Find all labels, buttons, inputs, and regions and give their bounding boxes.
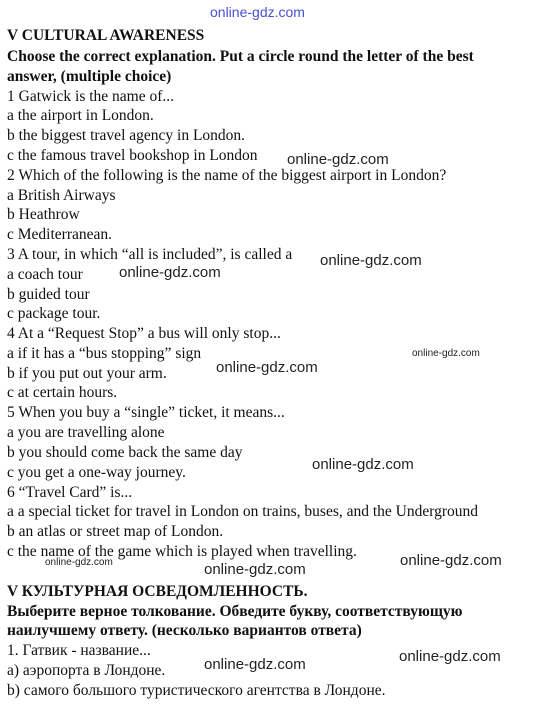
question-4-option-a: a if it has a “bus stopping” sign [7, 345, 202, 362]
question-1: 1 Gatwick is the name of... [7, 88, 175, 105]
question-4-option-b: b if you put out your arm. [7, 365, 167, 382]
watermark: online-gdz.com [204, 561, 306, 578]
question-2-option-a: a British Airways [7, 187, 116, 204]
watermark: online-gdz.com [412, 348, 480, 359]
question-6-option-a: a a special ticket for travel in London on trains, buses, and the Underground [7, 503, 479, 520]
question-5: 5 When you buy a “single” ticket, it means... [7, 404, 285, 421]
question-1-option-a: a the airport in London. [7, 107, 154, 124]
question-3-option-b: b guided tour [7, 286, 90, 303]
question-5-option-a: a you are travelling alone [7, 424, 165, 441]
question-4-option-c: c at certain hours. [7, 384, 118, 401]
question-3-option-c: c package tour. [7, 305, 101, 322]
watermark: online-gdz.com [204, 656, 306, 673]
watermark: online-gdz.com [400, 552, 502, 569]
section-heading: V CULTURAL AWARENESS [7, 27, 205, 44]
question-6-option-c: c the name of the game which is played when travelling. [7, 543, 357, 560]
ru-section-heading: V КУЛЬТУРНАЯ ОСВЕДОМЛЕННОСТЬ. [7, 583, 308, 600]
question-4: 4 At a “Request Stop” a bus will only stop... [7, 325, 281, 342]
question-2-option-c: c Mediterranean. [7, 226, 112, 243]
ru-instruction-line-2: наилучшему ответу. (несколько вариантов ответа) [7, 622, 362, 639]
watermark: online-gdz.com [287, 151, 389, 168]
watermark: online-gdz.com [399, 648, 501, 665]
watermark: online-gdz.com [210, 4, 305, 20]
ru-instruction-line-1: Выберите верное толкование. Обведите букву, соответствующую [7, 603, 463, 620]
question-2: 2 Which of the following is the name of the biggest airport in London? [7, 167, 447, 184]
question-5-option-b: b you should come back the same day [7, 444, 243, 461]
question-5-option-c: c you get a one-way journey. [7, 464, 186, 481]
watermark: online-gdz.com [119, 264, 221, 281]
watermark: online-gdz.com [216, 359, 318, 376]
question-1-option-b: b the biggest travel agency in London. [7, 127, 246, 144]
instruction-line-1: Choose the correct explanation. Put a circle round the letter of the best [7, 48, 474, 65]
question-1-option-c: c the famous travel bookshop in London [7, 147, 258, 164]
instruction-line-2: answer, (multiple choice) [7, 68, 172, 85]
question-3: 3 A tour, in which “all is included”, is called a [7, 246, 293, 263]
question-3-option-a: a coach tour [7, 266, 83, 283]
watermark: online-gdz.com [312, 456, 414, 473]
ru-line-2: а) аэропорта в Лондоне. [7, 662, 166, 679]
watermark: online-gdz.com [45, 557, 113, 568]
ru-line-1: 1. Гатвик - название... [7, 642, 151, 659]
question-6-option-b: b an atlas or street map of London. [7, 523, 224, 540]
watermark: online-gdz.com [320, 252, 422, 269]
question-2-option-b: b Heathrow [7, 206, 80, 223]
question-6: 6 “Travel Card” is... [7, 484, 133, 501]
ru-line-3: b) самого большого туристического агентства в Лондоне. [7, 682, 386, 699]
